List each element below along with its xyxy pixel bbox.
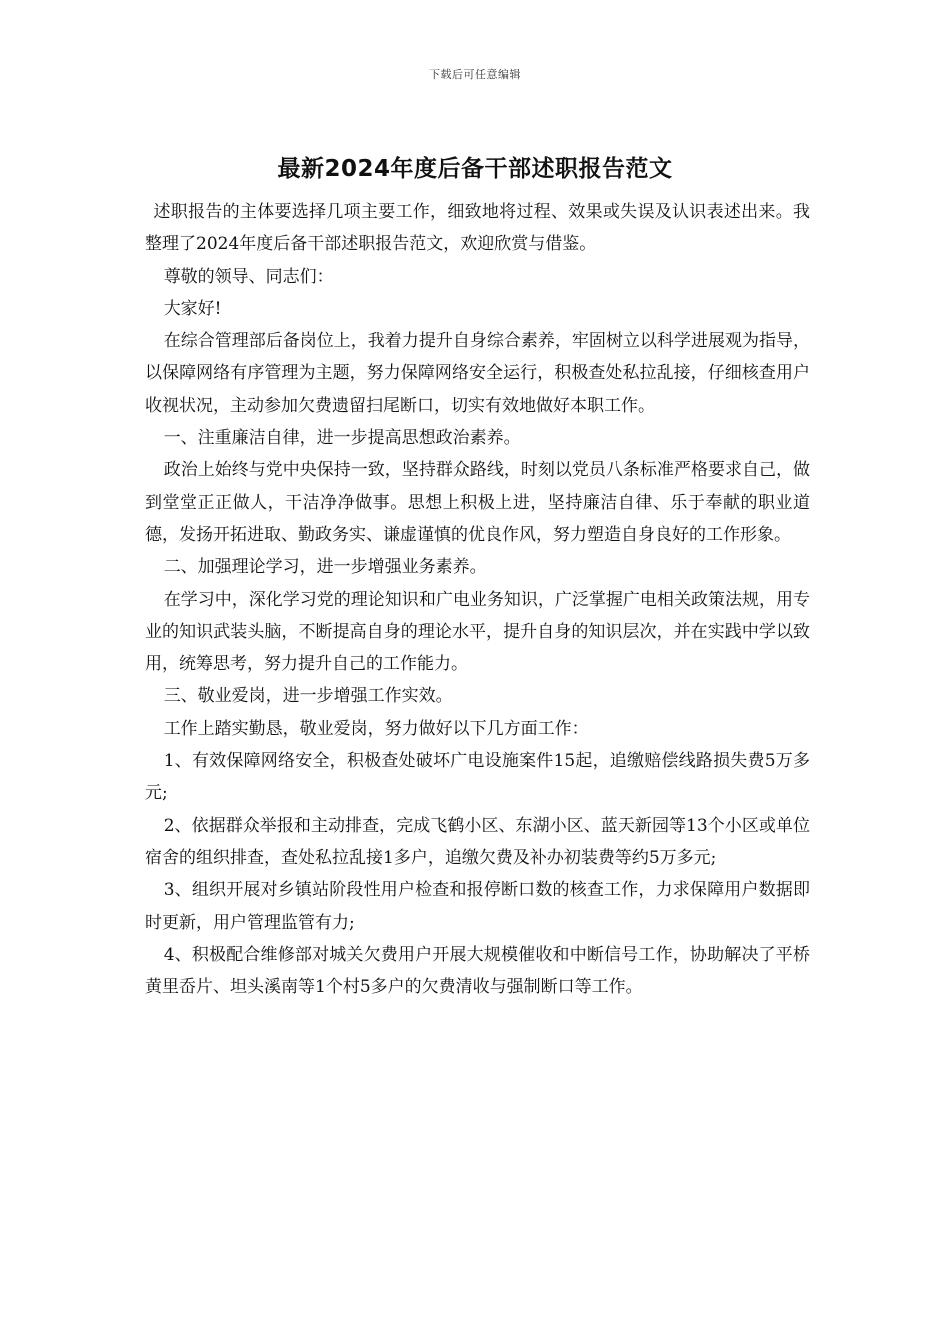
section-heading-2: 二、加强理论学习，进一步增强业务素养。 (163, 557, 487, 578)
section-heading-1: 一、注重廉洁自律，进一步提高思想政治素养。 (163, 428, 521, 449)
paragraph-section-3-intro: 工作上踏实勤恳，敬业爱岗，努力做好以下几方面工作： (163, 718, 589, 739)
list-item-1: 1、有效保障网络安全，积极查处破坏广电设施案件15起，追缴赔偿线路损失费5万多元; (145, 751, 810, 804)
document-body (145, 196, 810, 1003)
document-title: 最新2024年度后备干部述职报告范文 (277, 156, 673, 182)
paragraph-section-2: 在学习中，深化学习党的理论知识和广电业务知识，广泛掌握广电相关政策法规，用专业的知识武装头脑，不断提高自身的理论水平，提升自身的知识层次，并在实践中学以致用，统筹思考，努力提升自己的工作能力。 (145, 589, 810, 675)
list-item-2: 2、依据群众举报和主动排查，完成飞鹤小区、东湖小区、蓝天新园等13个小区或单位宿舍的组织排查，查处私拉乱接1多户，追缴欠费及补办初装费等约5万多元; (145, 815, 810, 868)
list-item-3: 3、组织开展对乡镇站阶段性用户检查和报停断口数的核查工作，力求保障用户数据即时更新，用户管理监管有力; (145, 880, 810, 933)
paragraph-intro: 述职报告的主体要选择几项主要工作，细致地将过程、效果或失误及认识表述出来。我整理了2024年度后备干部述职报告范文，欢迎欣赏与借鉴。 (145, 202, 810, 255)
paragraph-overview: 在综合管理部后备岗位上，我着力提升自身综合素养，牢固树立以科学进展观为指导，以保障网络有序管理为主题，努力保障网络安全运行，积极查处私拉乱接，仔细核查用户收视状况，主动参加欠费遗留扫尾断口，切实有效地做好本职工作。 (145, 331, 810, 416)
header-note: 下载后可任意编辑 (429, 68, 521, 81)
paragraph-greeting: 大家好! (163, 298, 222, 319)
paragraph-salutation: 尊敬的领导、同志们： (163, 266, 334, 287)
list-item-4: 4、积极配合维修部对城关欠费用户开展大规模催收和中断信号工作，协助解决了平桥黄里岙片、坦头溪南等1个村5多户的欠费清收与强制断口等工作。 (145, 944, 810, 998)
section-heading-3: 三、敬业爱岗，进一步增强工作实效。 (163, 686, 453, 707)
paragraph-section-1: 政治上始终与党中央保持一致，坚持群众路线，时刻以党员八条标准严格要求自己，做到堂堂正正做人，干洁净净做事。思想上积极上进，坚持廉洁自律、乐于奉献的职业道德，发扬开拓进取、勤政务实、谦虚谨慎的优良作风，努力塑造自身良好的工作形象。 (145, 460, 810, 545)
